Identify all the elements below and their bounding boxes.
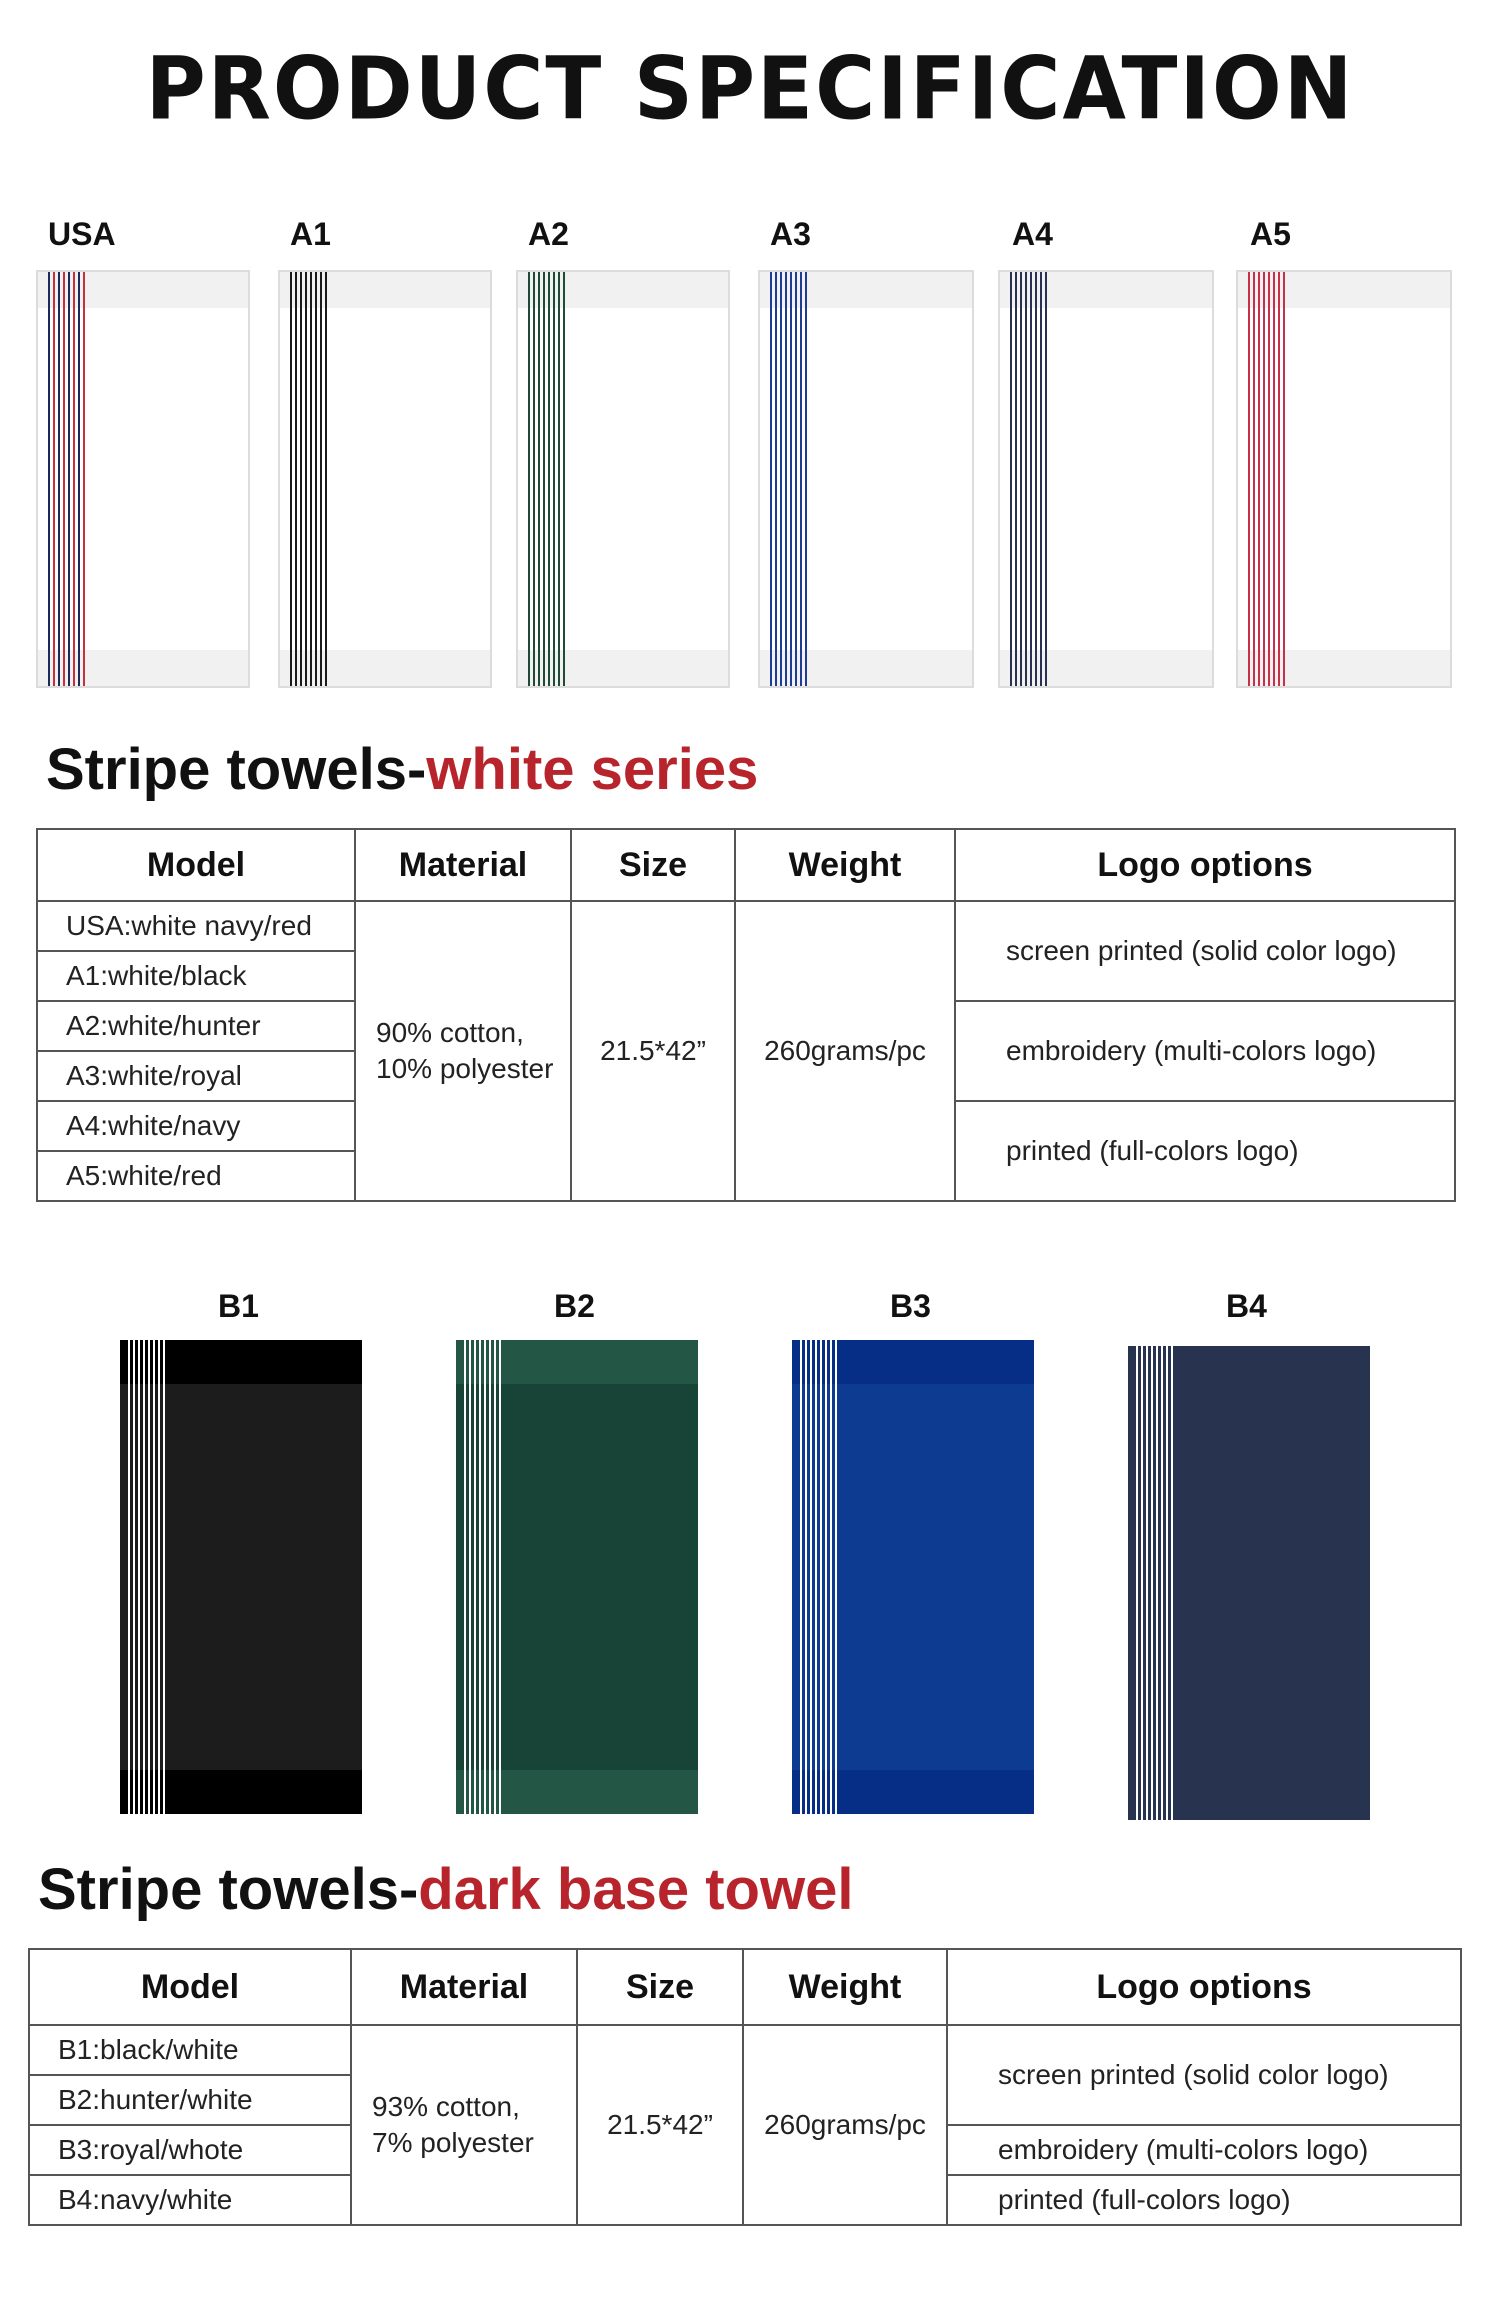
weight-cell: 260grams/pc: [735, 901, 955, 1201]
swatch-label-a3: A3: [770, 216, 811, 252]
material-line: 10% polyester: [376, 1053, 554, 1084]
white-series-heading-accent: white series: [426, 737, 759, 802]
towel-swatch-usa: [36, 270, 250, 688]
model-cell: A4:white/navy: [37, 1101, 355, 1151]
dark-series-spec-table: [28, 1948, 1462, 2226]
towel-swatch-b3: [792, 1340, 1034, 1814]
towel-swatch-a4: [998, 270, 1214, 688]
logo-option-cell: screen printed (solid color logo): [947, 2025, 1461, 2125]
material-cell: [355, 901, 571, 1201]
swatch-label-b2: B2: [554, 1288, 595, 1324]
material-line: 93% cotton,: [372, 2091, 520, 2122]
dark-series-heading-prefix: Stripe towels-: [38, 1857, 419, 1922]
swatch-label-a4: A4: [1012, 216, 1053, 252]
towel-swatch-b4: [1128, 1346, 1370, 1820]
page-title: PRODUCT SPECIFICATION: [145, 39, 1355, 140]
size-cell: 21.5*42”: [571, 901, 735, 1201]
dark-series-heading-accent: dark base towel: [418, 1857, 854, 1922]
weight-cell: 260grams/pc: [743, 2025, 947, 2225]
model-cell: B3:royal/whote: [29, 2125, 351, 2175]
model-cell: A3:white/royal: [37, 1051, 355, 1101]
white-series-spec-table: [36, 828, 1456, 1202]
header-weight: Weight: [735, 829, 955, 901]
model-cell: USA:white navy/red: [37, 901, 355, 951]
model-cell: A5:white/red: [37, 1151, 355, 1201]
header-material: Material: [355, 829, 571, 901]
header-size: Size: [577, 1949, 743, 2025]
swatch-label-a1: A1: [290, 216, 331, 252]
header-logo-options: Logo options: [955, 829, 1455, 901]
towel-swatch-a2: [516, 270, 730, 688]
logo-option-cell: embroidery (multi-colors logo): [947, 2125, 1461, 2175]
model-cell: B4:navy/white: [29, 2175, 351, 2225]
model-cell: A2:white/hunter: [37, 1001, 355, 1051]
towel-swatch-b1: [120, 1340, 362, 1814]
logo-option-cell: printed (full-colors logo): [947, 2175, 1461, 2225]
swatch-label-a2: A2: [528, 216, 569, 252]
swatch-label-b3: B3: [890, 1288, 931, 1324]
swatch-label-b4: B4: [1226, 1288, 1267, 1324]
towel-swatch-a1: [278, 270, 492, 688]
swatch-label-usa: USA: [48, 216, 116, 252]
size-cell: 21.5*42”: [577, 2025, 743, 2225]
material-cell: [351, 2025, 577, 2225]
white-series-heading: [46, 736, 758, 803]
logo-option-cell: embroidery (multi-colors logo): [955, 1001, 1455, 1101]
dark-series-heading: [38, 1856, 853, 1923]
swatch-label-b1: B1: [218, 1288, 259, 1324]
model-cell: B1:black/white: [29, 2025, 351, 2075]
logo-option-cell: screen printed (solid color logo): [955, 901, 1455, 1001]
header-logo-options: Logo options: [947, 1949, 1461, 2025]
model-cell: B2:hunter/white: [29, 2075, 351, 2125]
header-model: Model: [37, 829, 355, 901]
towel-swatch-a3: [758, 270, 974, 688]
material-line: 90% cotton,: [376, 1017, 524, 1048]
material-line: 7% polyester: [372, 2127, 534, 2158]
header-weight: Weight: [743, 1949, 947, 2025]
header-size: Size: [571, 829, 735, 901]
swatch-label-a5: A5: [1250, 216, 1291, 252]
logo-option-cell: printed (full-colors logo): [955, 1101, 1455, 1201]
towel-swatch-a5: [1236, 270, 1452, 688]
header-material: Material: [351, 1949, 577, 2025]
model-cell: A1:white/black: [37, 951, 355, 1001]
header-model: Model: [29, 1949, 351, 2025]
white-series-heading-prefix: Stripe towels-: [46, 737, 427, 802]
towel-swatch-b2: [456, 1340, 698, 1814]
